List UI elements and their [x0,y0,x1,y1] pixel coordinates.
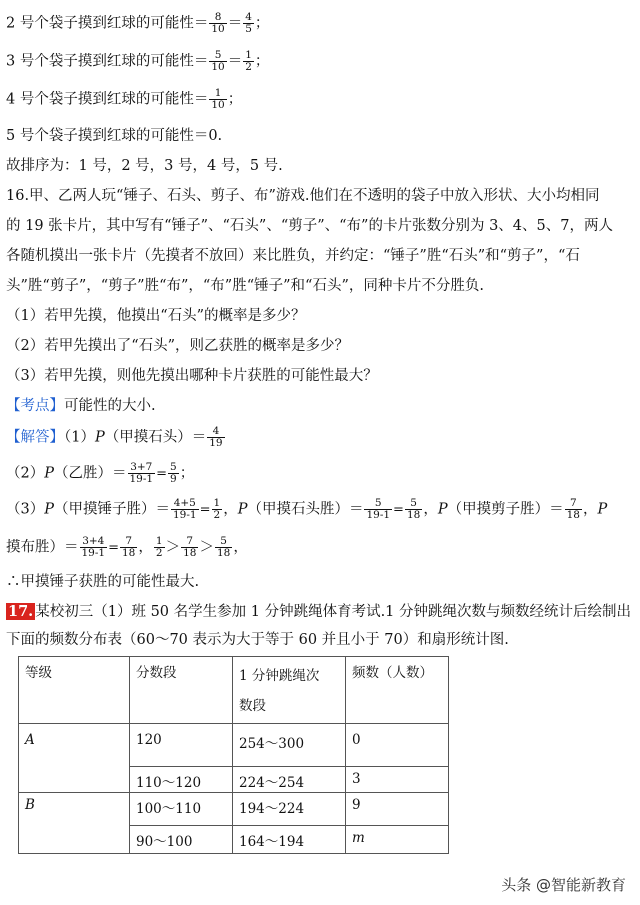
q16-para-4: 头”胜“剪子”，“剪子”胜“布”，“布”胜“锤子”和“石头”，同种卡片不分胜负. [6,278,484,294]
fraction: $\frac{5}{19-1}$ [366,497,391,521]
fraction: $\frac{4+5}{19-1}$ [173,497,197,521]
line-order: 故排序为：1 号，2 号，3 号，4 号，5 号. [6,158,283,174]
header-count: 1 分钟跳绳次 数段 [233,657,346,724]
fraction: $\frac{1}{2}$ [213,497,221,521]
line-no3: 3 号个袋子摸到红球的可能性＝ $\frac{5}{10}$ ＝ $\frac{1}{2}$ ； [6,49,270,73]
table-row: 110～120 224～254 3 [19,766,449,793]
fraction: $\frac{5}{10}$ [211,49,225,73]
fraction: $\frac{3+7}{19-1}$ [129,461,154,485]
fraction: $\frac{8}{10}$ [211,11,225,35]
q16-answer-2: （2）P（乙胜）＝ $\frac{3+7}{19-1}$ = $\frac{5}{9}$ ； [6,461,195,485]
q16-sub-3: （3）若甲先摸，则他先摸出哪种卡片获胜的可能性最大？ [6,368,378,384]
table-row: A 120 254～300 0 [19,724,449,767]
fraction: $\frac{7}{18}$ [122,535,136,559]
jieda-tag: 【解答】 [6,429,64,446]
table-row: 90～100 164～194 m [19,825,449,854]
q16-para-1: 16.甲、乙两人玩“锤子、石头、剪子、布”游戏.他们在不透明的袋子中放入形状、大小均相同 [6,188,600,204]
q16-answer-3: （3）P（甲摸锤子胜）＝ $\frac{4+5}{19-1}$ = $\frac{1}{2}$ ，P（甲摸石头胜）＝ $\frac{5}{19-1}$ = $\frac{5}{18}$ ，P（甲摸剪子胜）＝ $\frac{7}{18}$ ，P [6,497,608,521]
header-grade: 等级 [19,657,130,724]
q17-para-2: 下面的频数分布表（60～70 表示为大于等于 60 并且小于 70）和扇形统计图. [6,632,509,648]
fraction: $\frac{5}{18}$ [406,497,421,521]
fraction: $\frac{7}{18}$ [566,497,580,521]
fraction: $\frac{5}{9}$ [170,461,177,485]
line-no4: 4 号个袋子摸到红球的可能性＝ $\frac{1}{10}$ ； [6,87,243,111]
table-row: B 100～110 194～224 9 [19,793,449,826]
q16-kaodian: 【考点】可能性的大小. [6,398,156,414]
line-no2: 2 号个袋子摸到红球的可能性＝ $\frac{8}{10}$ ＝ $\frac{4}{5}$ ； [6,11,270,35]
fraction: $\frac{5}{18}$ [216,535,231,559]
watermark: 头条 @智能新教育 [501,876,626,894]
kaodian-tag: 【考点】 [6,398,64,414]
frequency-table [18,656,449,854]
fraction: $\frac{3+4}{19-1}$ [81,535,106,559]
q16-conclusion: ∴甲摸锤子获胜的可能性最大. [6,574,200,590]
fraction: $\frac{4}{19}$ [209,425,223,449]
q16-para-2: 的 19 张卡片，其中写有“锤子”、“石头”、“剪子”、“布”的卡片张数分别为 3、4、5、7，两人 [6,218,613,234]
q17-para-1: 17. 某校初三（1）班 50 名学生参加 1 分钟跳绳体育考试.1 分钟跳绳次数与频数经统计后绘制出 [8,603,632,620]
q16-answer-4: 摸布胜）＝ $\frac{3+4}{19-1}$ = $\frac{7}{18}$ ， $\frac{1}{2}$ ＞ $\frac{7}{18}$ ＞ $\frac{5}{18}$ ， [6,535,248,559]
q16-sub-1: （1）若甲先摸，他摸出“石头”的概率是多少？ [6,308,306,324]
fraction: $\frac{1}{2}$ [245,49,252,73]
q17-number-badge: 17. [8,603,34,620]
fraction: $\frac{4}{5}$ [245,11,252,35]
header-score: 分数段 [130,657,233,724]
q16-para-3: 各随机摸出一张卡片（先摸者不放回）来比胜负，并约定：“锤子”胜“石头”和“剪子”，“石 [6,248,580,264]
fraction: $\frac{7}{18}$ [183,535,197,559]
table-header-row [19,657,449,724]
line-no5: 5 号个袋子摸到红球的可能性＝0. [6,128,223,144]
fraction: $\frac{1}{2}$ [155,535,163,559]
fraction: $\frac{1}{10}$ [211,87,225,111]
header-freq: 频数（人数） [346,657,449,724]
q16-sub-2: （2）若甲先摸出了“石头”，则乙获胜的概率是多少？ [6,338,350,354]
q16-answer-1: 【解答】（1）P（甲摸石头）＝ $\frac{4}{19}$ [6,425,223,449]
